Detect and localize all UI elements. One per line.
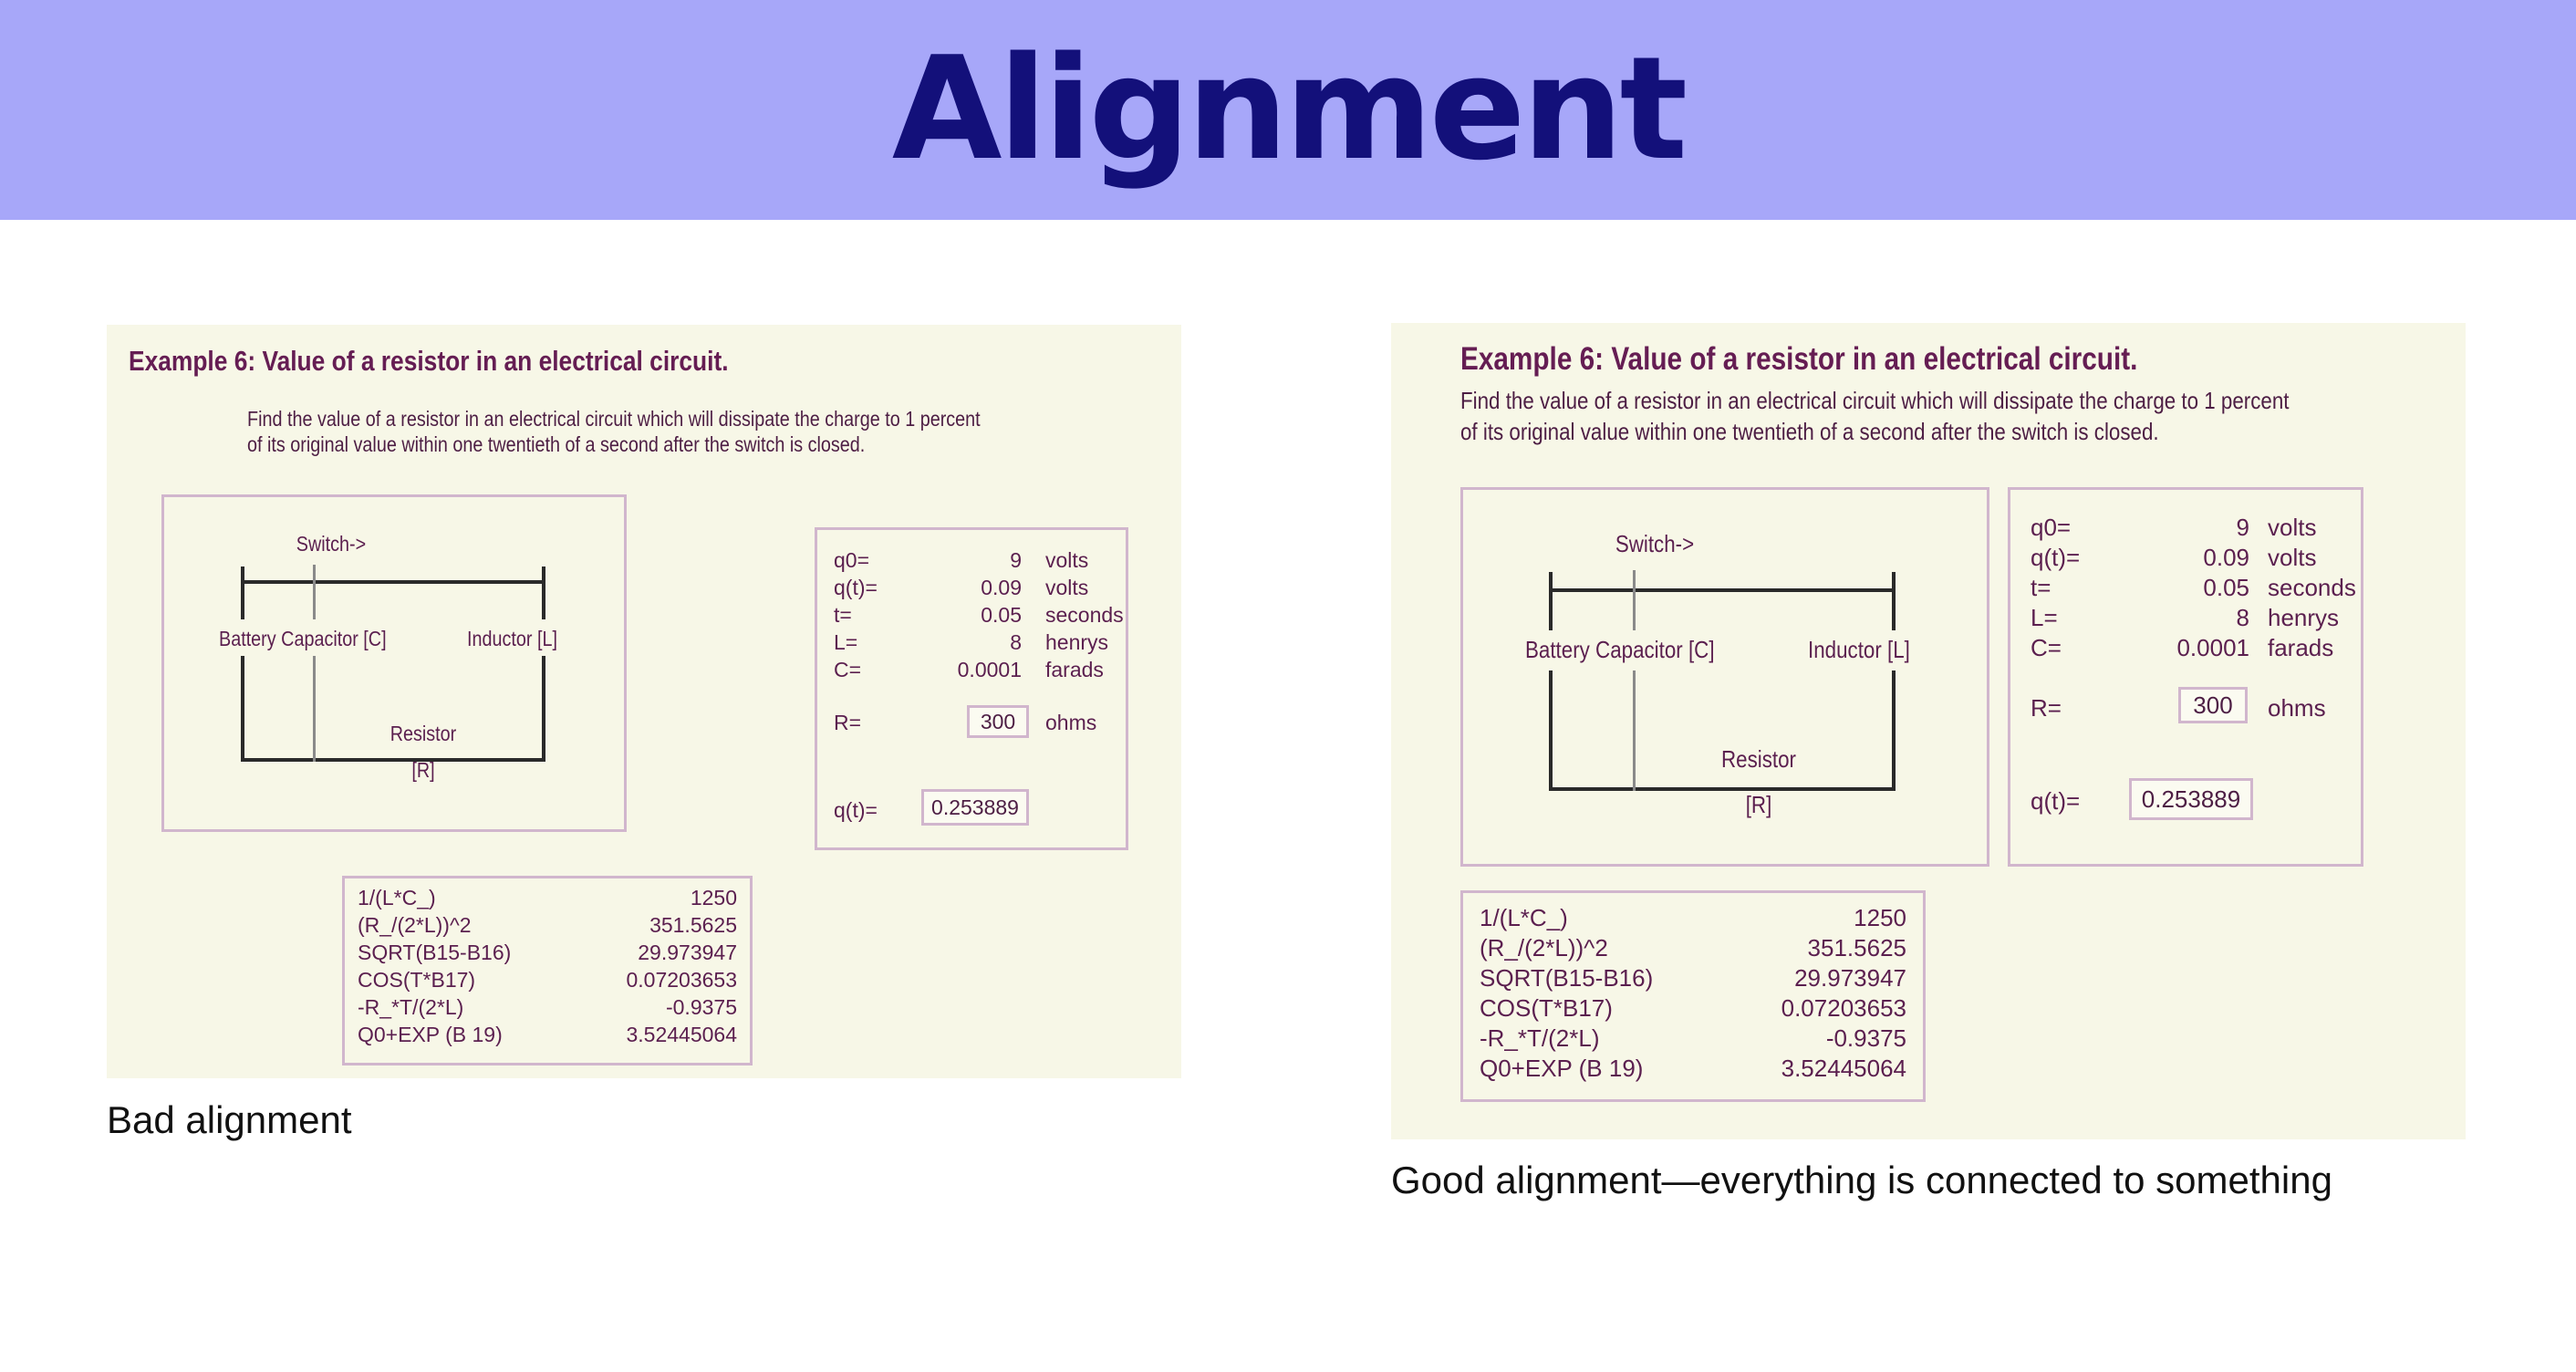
formula-expr: COS(T*B17) [358,968,476,992]
circuit-left-wire-bottom [241,656,244,762]
circuit-left-wire-top [241,566,244,619]
parameters-box [815,527,1128,850]
result-q-value: 0.253889 [2129,778,2253,820]
switch-label: Switch-> [1615,530,1695,557]
param-name: q(t)= [2031,544,2081,571]
param-unit: volts [1045,548,1089,572]
param-value: 9 [2236,514,2249,541]
formula-value: 29.973947 [638,941,737,964]
param-value: 0.09 [981,576,1022,599]
formula-value: 29.973947 [1794,964,1906,992]
example-desc-line-2: of its original value within one twentieth of a second after the switch is closed. [1460,418,2159,445]
formula-expr: (R_/(2*L))^2 [358,913,472,937]
formula-value: 1250 [1854,904,1906,931]
circuit-left-wire-top [1549,572,1553,630]
resistor-symbol-label: [R] [411,758,435,782]
circuit-right-wire-top [1892,572,1896,630]
slide-title: Alignment [891,26,1685,192]
circuit-top-wire [1549,588,1896,592]
formula-table [1460,890,1926,1102]
resistor-symbol-label: [R] [1745,791,1772,818]
switch-line-bottom [1633,670,1636,791]
circuit-right-wire-top [542,566,545,619]
formula-value: -0.9375 [665,995,737,1019]
param-unit: farads [2268,634,2334,661]
param-value: 8 [2236,604,2249,631]
param-value: 0.0001 [2176,634,2249,661]
circuit-diagram [161,494,627,832]
param-value: 0.0001 [957,658,1022,681]
example-title: Example 6: Value of a resistor in an electrical circuit. [1460,341,2138,377]
formula-expr: (R_/(2*L))^2 [1480,934,1608,961]
formula-value: 3.52445064 [1781,1055,1906,1082]
example-desc-line-2: of its original value within one twentieth of a second after the switch is closed. [247,432,866,456]
param-unit: henrys [2268,604,2340,631]
battery-capacitor-label: Battery Capacitor [C] [1525,636,1715,663]
switch-line-top [313,565,316,619]
param-name: C= [834,658,862,681]
result-r-unit: ohms [2268,694,2326,722]
formula-expr: COS(T*B17) [1480,994,1613,1022]
switch-label: Switch-> [296,532,367,556]
bad-alignment-example [107,325,1181,1078]
param-name: t= [2031,574,2051,601]
param-unit: seconds [1045,603,1124,627]
result-r-name: R= [2031,694,2062,722]
result-r-unit: ohms [1045,711,1097,734]
formula-expr: Q0+EXP (B 19) [1480,1055,1644,1082]
param-name: L= [2031,604,2058,631]
result-r-value: 300 [967,705,1029,738]
param-unit: volts [2268,544,2317,571]
example-desc-line-1: Find the value of a resistor in an electrical circuit which will dissipate the charge to 1 percent [247,407,981,431]
result-r-value: 300 [2178,687,2248,723]
param-value: 0.05 [2203,574,2249,601]
good-alignment-caption: Good alignment—everything is connected to something [1391,1159,2332,1201]
circuit-bottom-wire [241,758,545,762]
circuit-right-wire-bottom [542,656,545,762]
formula-expr: -R_*T/(2*L) [1480,1024,1600,1052]
battery-capacitor-label: Battery Capacitor [C] [219,627,387,650]
formula-value: 351.5625 [649,913,737,937]
example-desc-line-1: Find the value of a resistor in an electrical circuit which will dissipate the charge to 1 percent [1460,387,2290,414]
inductor-label: Inductor [L] [1808,636,1910,663]
param-unit: seconds [2268,574,2356,601]
inductor-label: Inductor [L] [467,627,557,650]
result-q-name: q(t)= [2031,787,2081,815]
formula-expr: SQRT(B15-B16) [358,941,512,964]
circuit-bottom-wire [1549,787,1896,791]
param-name: q(t)= [834,576,878,599]
formula-expr: -R_*T/(2*L) [358,995,464,1019]
param-unit: volts [1045,576,1089,599]
parameters-box [2008,487,2363,867]
result-q-name: q(t)= [834,798,878,822]
switch-line-bottom [313,656,316,762]
param-value: 8 [1010,630,1022,654]
resistor-label: Resistor [390,722,457,745]
param-name: q0= [2031,514,2072,541]
formula-expr: SQRT(B15-B16) [1480,964,1654,992]
circuit-diagram [1460,487,1989,867]
bad-alignment-caption: Bad alignment [107,1098,352,1141]
circuit-top-wire [241,580,545,584]
param-name: t= [834,603,852,627]
param-name: L= [834,630,858,654]
formula-expr: Q0+EXP (B 19) [358,1023,503,1046]
circuit-right-wire-bottom [1892,670,1896,791]
circuit-left-wire-bottom [1549,670,1553,791]
formula-table [342,876,753,1065]
switch-line-top [1633,570,1636,630]
example-title: Example 6: Value of a resistor in an electrical circuit. [129,345,729,377]
title-banner [0,0,2576,220]
param-unit: farads [1045,658,1104,681]
formula-value: 1250 [690,886,737,909]
formula-value: 351.5625 [1807,934,1906,961]
result-r-name: R= [834,711,862,734]
param-name: C= [2031,634,2062,661]
formula-value: 3.52445064 [626,1023,737,1046]
param-unit: volts [2268,514,2317,541]
param-name: q0= [834,548,870,572]
formula-value: 0.07203653 [626,968,737,992]
param-value: 0.09 [2203,544,2249,571]
formula-value: 0.07203653 [1781,994,1906,1022]
param-unit: henrys [1045,630,1109,654]
good-alignment-example [1391,323,2466,1139]
param-value: 9 [1010,548,1022,572]
formula-expr: 1/(L*C_) [358,886,436,909]
result-q-value: 0.253889 [921,789,1029,826]
param-value: 0.05 [981,603,1022,627]
formula-value: -0.9375 [1825,1024,1906,1052]
resistor-label: Resistor [1720,745,1797,773]
formula-expr: 1/(L*C_) [1480,904,1568,931]
